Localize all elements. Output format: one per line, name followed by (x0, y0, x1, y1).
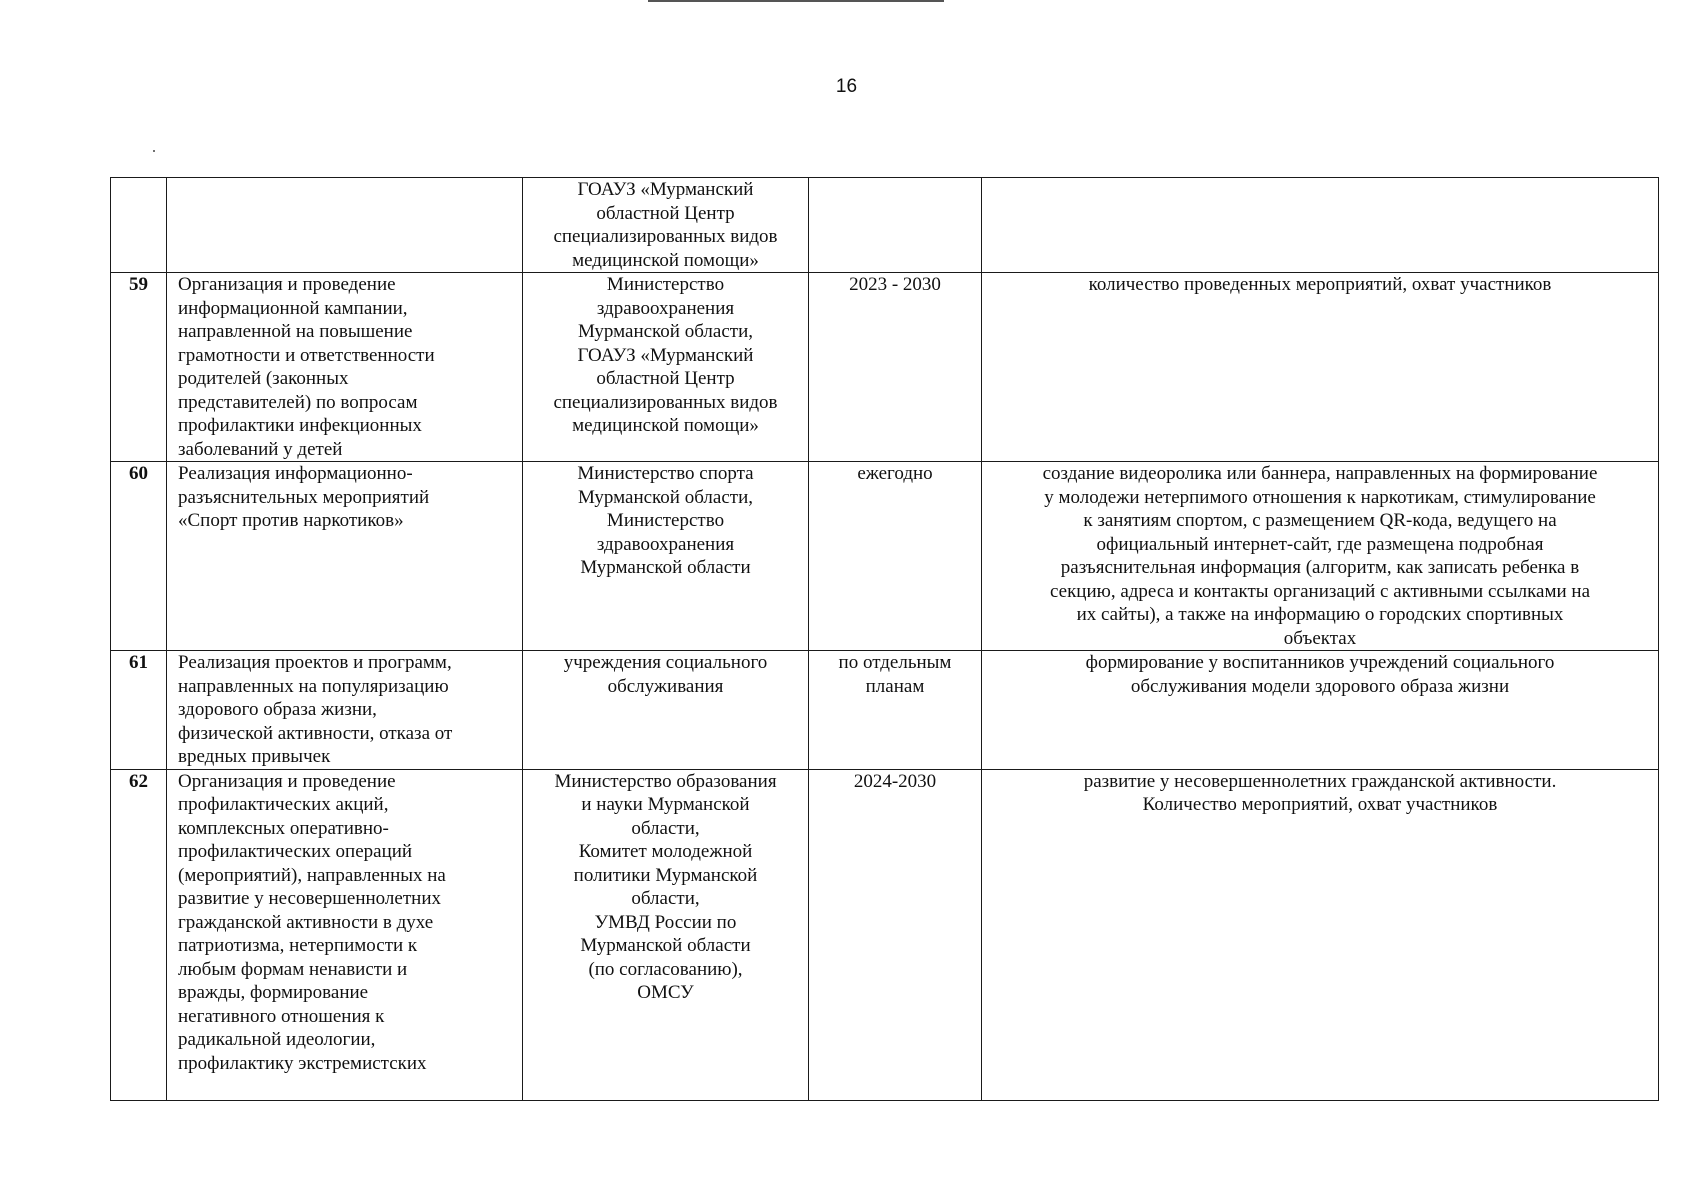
cell-executors: Министерство спорта Мурманской области, Министерство здравоохранения Мурманской области (523, 462, 809, 651)
top-rule-line (648, 0, 944, 2)
table-row-continuation (111, 178, 1659, 273)
cell-measure (167, 178, 523, 273)
cell-term: 2024-2030 (809, 769, 982, 1100)
cell-term: по отдельным планам (809, 651, 982, 770)
cell-executors: учреждения социального обслуживания (523, 651, 809, 770)
cell-number (111, 178, 167, 273)
scan-dot (153, 150, 155, 152)
cell-measure: Организация и проведение профилактических акций, комплексных оперативно- профилактических операций (мероприятий), направленных на развитие у несовершеннолетних гражданской активности в духе патриотизма, нетерпимости к любым формам ненависти и вражды, формирование негативного отношения к радикальной идеологии, профилактику экстремистских (167, 769, 523, 1100)
cell-measure: Реализация информационно- разъяснительных мероприятий «Спорт против наркотиков» (167, 462, 523, 651)
cell-number: 60 (111, 462, 167, 651)
measures-table (110, 177, 1659, 1101)
cell-executors: ГОАУЗ «Мурманский областной Центр специализированных видов медицинской помощи» (523, 178, 809, 273)
page-number: 16 (835, 76, 858, 97)
cell-measure: Реализация проектов и программ, направленных на популяризацию здорового образа жизни, физической активности, отказа от вредных привычек (167, 651, 523, 770)
table-row (111, 651, 1659, 770)
cell-number: 62 (111, 769, 167, 1100)
cell-executors: Министерство образования и науки Мурманской области, Комитет молодежной политики Мурманской области, УМВД России по Мурманской области (по согласованию), ОМСУ (523, 769, 809, 1100)
cell-result: формирование у воспитанников учреждений социального обслуживания модели здорового образа жизни (982, 651, 1659, 770)
cell-term (809, 178, 982, 273)
cell-result: развитие у несовершеннолетних гражданской активности. Количество мероприятий, охват участников (982, 769, 1659, 1100)
cell-number: 61 (111, 651, 167, 770)
cell-result: количество проведенных мероприятий, охват участников (982, 273, 1659, 462)
cell-term: ежегодно (809, 462, 982, 651)
table-row (111, 273, 1659, 462)
cell-number: 59 (111, 273, 167, 462)
cell-result (982, 178, 1659, 273)
cell-result: создание видеоролика или баннера, направленных на формирование у молодежи нетерпимого отношения к наркотикам, стимулирование к занятиям спортом, с размещением QR-кода, ведущего на официальный интернет-сайт, где размещена подробная разъяснительная информация (алгоритм, как записать ребенка в секцию, адреса и контакты организаций с активными ссылками на их сайты), а также на информацию о городских спортивных объектах (982, 462, 1659, 651)
cell-executors: Министерство здравоохранения Мурманской области, ГОАУЗ «Мурманский областной Центр специализированных видов медицинской помощи» (523, 273, 809, 462)
cell-term: 2023 - 2030 (809, 273, 982, 462)
cell-measure: Организация и проведение информационной кампании, направленной на повышение грамотности и ответственности родителей (законных представителей) по вопросам профилактики инфекционных заболеваний у детей (167, 273, 523, 462)
table-row (111, 769, 1659, 1100)
table-row (111, 462, 1659, 651)
